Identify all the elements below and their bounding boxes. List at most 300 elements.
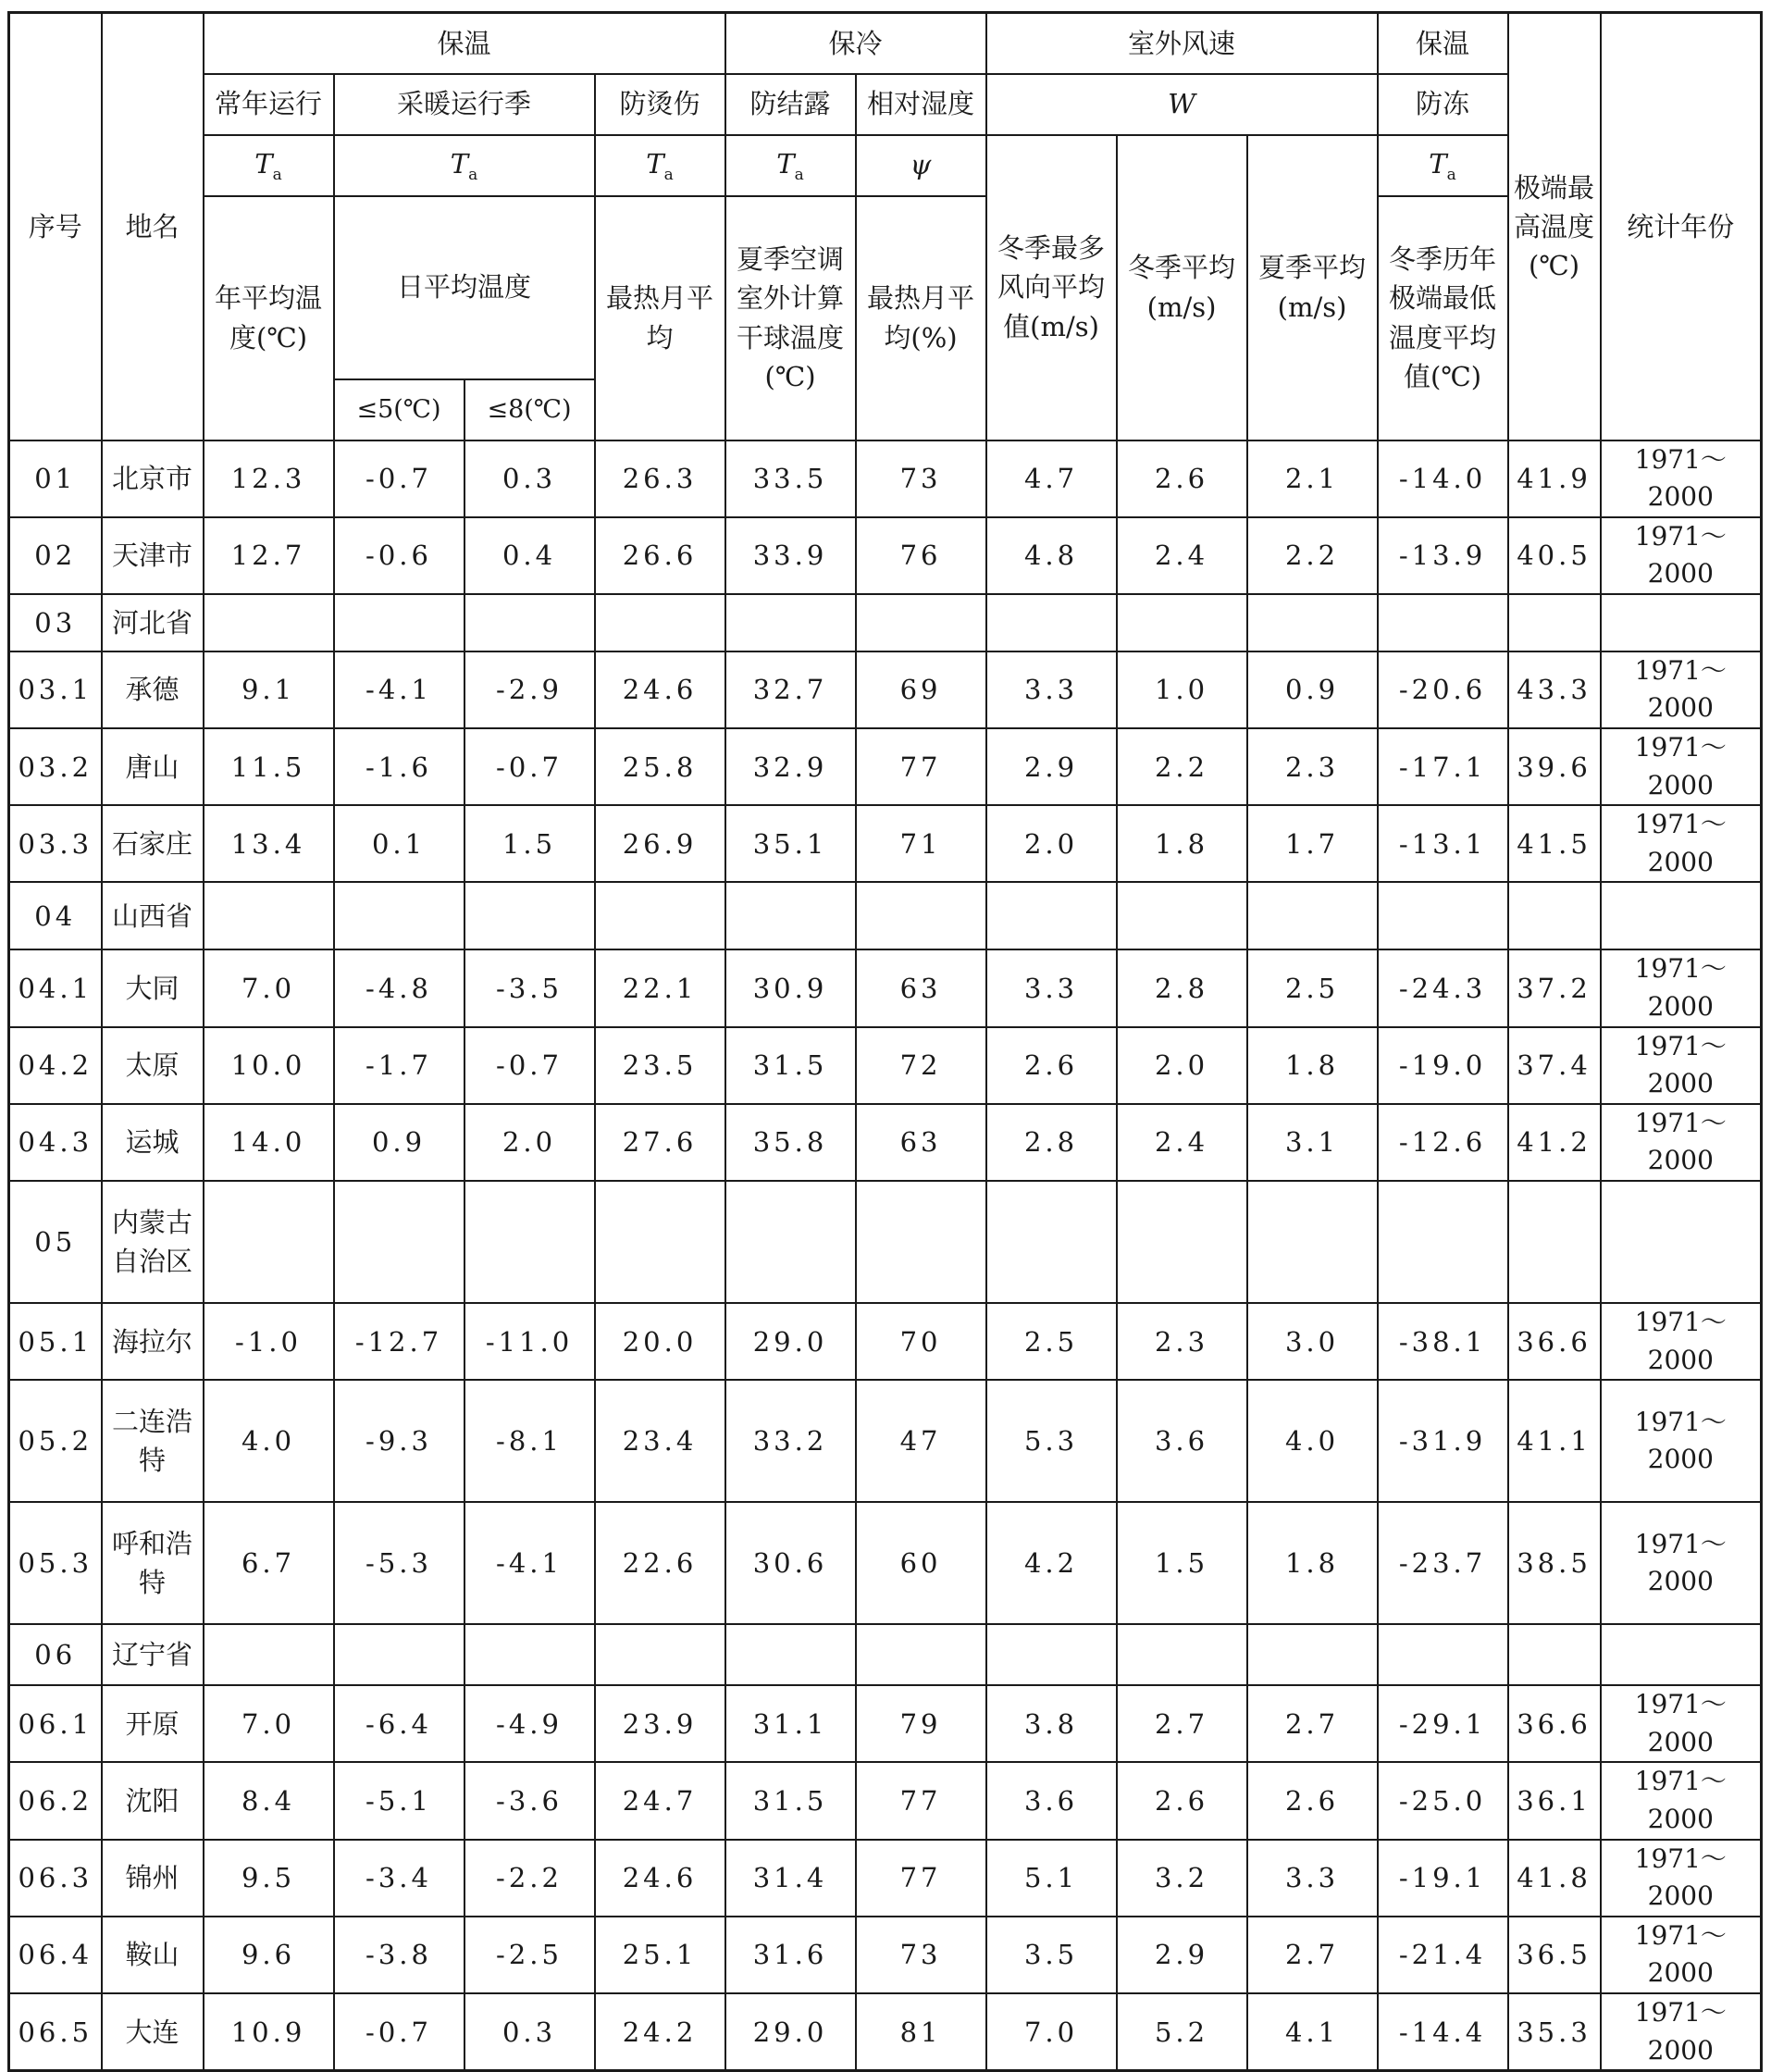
cell-seq: 06.5	[9, 1993, 102, 2071]
cell-wsum: 3.1	[1247, 1104, 1378, 1181]
cell-le8: -2.2	[464, 1840, 595, 1917]
cell-high	[1508, 1181, 1601, 1303]
cell-le5: -3.8	[334, 1917, 464, 1993]
cell-wsum: 2.3	[1247, 728, 1378, 805]
cell-rh: 69	[856, 651, 986, 728]
cell-ac: 35.8	[725, 1104, 856, 1181]
cell-place: 内蒙古自治区	[102, 1181, 204, 1303]
cell-wdir: 5.1	[986, 1840, 1117, 1917]
cell-wdir	[986, 1624, 1117, 1685]
cell-le8: -8.1	[464, 1380, 595, 1502]
cell-rh: 81	[856, 1993, 986, 2071]
cell-le5: -4.1	[334, 651, 464, 728]
cell-wwin	[1117, 594, 1247, 651]
cell-hot: 26.3	[595, 440, 725, 517]
cell-hot: 22.1	[595, 949, 725, 1026]
header-annual-mean: 年平均温度(℃)	[204, 196, 334, 440]
cell-wdir	[986, 882, 1117, 949]
header-hottest-month-mean: 最热月平均	[595, 196, 725, 440]
header-seq: 序号	[9, 13, 102, 440]
cell-rh	[856, 1624, 986, 1685]
table-row	[9, 949, 1762, 1026]
cell-wwin: 2.4	[1117, 1104, 1247, 1181]
cell-low: -21.4	[1378, 1917, 1508, 1993]
cell-wdir: 2.0	[986, 805, 1117, 882]
cell-le8	[464, 594, 595, 651]
cell-wwin: 2.8	[1117, 949, 1247, 1026]
cell-high: 41.9	[1508, 440, 1601, 517]
table-body	[9, 440, 1762, 2071]
cell-hot: 23.5	[595, 1027, 725, 1104]
cell-wsum	[1247, 1624, 1378, 1685]
cell-ac: 31.4	[725, 1840, 856, 1917]
cell-wdir: 4.2	[986, 1502, 1117, 1624]
cell-wdir	[986, 594, 1117, 651]
cell-wsum: 2.7	[1247, 1917, 1378, 1993]
cell-annual: 12.7	[204, 517, 334, 594]
cell-low: -12.6	[1378, 1104, 1508, 1181]
cell-le5: -0.7	[334, 1993, 464, 2071]
cell-seq: 04	[9, 882, 102, 949]
header-heating-season: 采暖运行季	[334, 74, 595, 135]
cell-seq: 05.2	[9, 1380, 102, 1502]
header-group-cooling: 保冷	[725, 13, 986, 74]
cell-le8	[464, 1624, 595, 1685]
cell-annual: 9.1	[204, 651, 334, 728]
ta-symbol-annual: $T_a$	[204, 135, 334, 196]
cell-years: 1971～2000	[1601, 1502, 1762, 1624]
cell-wwin	[1117, 882, 1247, 949]
cell-wwin: 3.6	[1117, 1380, 1247, 1502]
cell-years	[1601, 882, 1762, 949]
cell-years: 1971～2000	[1601, 805, 1762, 882]
cell-place: 太原	[102, 1027, 204, 1104]
cell-wwin: 2.0	[1117, 1027, 1247, 1104]
cell-le5: -3.4	[334, 1840, 464, 1917]
cell-years: 1971～2000	[1601, 1685, 1762, 1762]
cell-low	[1378, 882, 1508, 949]
cell-high: 36.6	[1508, 1303, 1601, 1380]
cell-le8: -3.6	[464, 1762, 595, 1839]
cell-high: 41.1	[1508, 1380, 1601, 1502]
cell-years: 1971～2000	[1601, 1303, 1762, 1380]
header-le5: ≤5(℃)	[334, 379, 464, 440]
header-hottest-month-rh: 最热月平均(%)	[856, 196, 986, 440]
cell-seq: 03.2	[9, 728, 102, 805]
cell-ac: 31.5	[725, 1027, 856, 1104]
cell-seq: 03.1	[9, 651, 102, 728]
cell-le5: -9.3	[334, 1380, 464, 1502]
cell-hot: 27.6	[595, 1104, 725, 1181]
cell-hot: 23.4	[595, 1380, 725, 1502]
cell-wwin	[1117, 1624, 1247, 1685]
cell-le8: 0.4	[464, 517, 595, 594]
cell-seq: 05.1	[9, 1303, 102, 1380]
cell-ac	[725, 1181, 856, 1303]
cell-place: 承德	[102, 651, 204, 728]
cell-wwin: 2.3	[1117, 1303, 1247, 1380]
cell-low	[1378, 594, 1508, 651]
cell-le8: -11.0	[464, 1303, 595, 1380]
cell-ac: 29.0	[725, 1303, 856, 1380]
cell-rh: 79	[856, 1685, 986, 1762]
cell-rh: 72	[856, 1027, 986, 1104]
cell-ac	[725, 1624, 856, 1685]
cell-high	[1508, 882, 1601, 949]
table-row	[9, 440, 1762, 517]
cell-place: 山西省	[102, 882, 204, 949]
header-anti-condense: 防结露	[725, 74, 856, 135]
cell-place: 呼和浩特	[102, 1502, 204, 1624]
cell-low: -19.0	[1378, 1027, 1508, 1104]
cell-seq: 04.1	[9, 949, 102, 1026]
cell-years	[1601, 1624, 1762, 1685]
cell-wdir: 7.0	[986, 1993, 1117, 2071]
cell-wdir: 3.8	[986, 1685, 1117, 1762]
cell-rh: 77	[856, 1840, 986, 1917]
cell-place: 北京市	[102, 440, 204, 517]
cell-ac	[725, 882, 856, 949]
cell-years	[1601, 594, 1762, 651]
cell-place: 石家庄	[102, 805, 204, 882]
cell-hot: 24.6	[595, 651, 725, 728]
cell-place: 大同	[102, 949, 204, 1026]
table-row	[9, 882, 1762, 949]
cell-wdir: 3.3	[986, 651, 1117, 728]
cell-le5: -12.7	[334, 1303, 464, 1380]
cell-place: 二连浩特	[102, 1380, 204, 1502]
cell-wsum: 2.6	[1247, 1762, 1378, 1839]
cell-rh: 77	[856, 1762, 986, 1839]
cell-low: -19.1	[1378, 1840, 1508, 1917]
cell-wwin: 2.7	[1117, 1685, 1247, 1762]
cell-high: 41.5	[1508, 805, 1601, 882]
cell-wwin	[1117, 1181, 1247, 1303]
cell-le8	[464, 882, 595, 949]
cell-hot: 26.6	[595, 517, 725, 594]
cell-ac: 31.5	[725, 1762, 856, 1839]
cell-annual: 9.6	[204, 1917, 334, 1993]
cell-place: 大连	[102, 1993, 204, 2071]
cell-le5: -0.6	[334, 517, 464, 594]
cell-wsum	[1247, 1181, 1378, 1303]
cell-hot	[595, 1181, 725, 1303]
cell-annual: 8.4	[204, 1762, 334, 1839]
ta-symbol-freeze: $T_a$	[1378, 135, 1508, 196]
cell-wdir: 3.3	[986, 949, 1117, 1026]
cell-wsum: 1.8	[1247, 1027, 1378, 1104]
cell-years: 1971～2000	[1601, 1917, 1762, 1993]
cell-seq: 06.1	[9, 1685, 102, 1762]
cell-wsum	[1247, 594, 1378, 651]
cell-low: -25.0	[1378, 1762, 1508, 1839]
cell-high: 38.5	[1508, 1502, 1601, 1624]
cell-seq: 06.3	[9, 1840, 102, 1917]
cell-rh	[856, 882, 986, 949]
ta-symbol-condense: $T_a$	[725, 135, 856, 196]
cell-annual: -1.0	[204, 1303, 334, 1380]
table-row	[9, 651, 1762, 728]
cell-hot: 24.7	[595, 1762, 725, 1839]
cell-rh: 60	[856, 1502, 986, 1624]
cell-high: 41.2	[1508, 1104, 1601, 1181]
cell-hot: 24.6	[595, 1840, 725, 1917]
cell-years: 1971～2000	[1601, 949, 1762, 1026]
cell-wwin: 2.6	[1117, 1762, 1247, 1839]
cell-high: 36.1	[1508, 1762, 1601, 1839]
cell-ac: 30.6	[725, 1502, 856, 1624]
cell-place: 唐山	[102, 728, 204, 805]
cell-high: 39.6	[1508, 728, 1601, 805]
cell-le8: 1.5	[464, 805, 595, 882]
cell-le5: -6.4	[334, 1685, 464, 1762]
table-row	[9, 517, 1762, 594]
cell-annual	[204, 1181, 334, 1303]
cell-low: -29.1	[1378, 1685, 1508, 1762]
cell-rh: 73	[856, 440, 986, 517]
cell-seq: 06.4	[9, 1917, 102, 1993]
cell-wdir: 5.3	[986, 1380, 1117, 1502]
cell-ac: 33.9	[725, 517, 856, 594]
cell-le8: 2.0	[464, 1104, 595, 1181]
cell-le5	[334, 1624, 464, 1685]
cell-ac	[725, 594, 856, 651]
cell-low: -13.1	[1378, 805, 1508, 882]
cell-years: 1971～2000	[1601, 728, 1762, 805]
cell-years: 1971～2000	[1601, 651, 1762, 728]
cell-years: 1971～2000	[1601, 1380, 1762, 1502]
cell-years	[1601, 1181, 1762, 1303]
cell-seq: 05	[9, 1181, 102, 1303]
cell-annual	[204, 1624, 334, 1685]
cell-rh: 71	[856, 805, 986, 882]
cell-wsum: 4.1	[1247, 1993, 1378, 2071]
header-winter-extreme-low: 冬季历年极端最低温度平均值(℃)	[1378, 196, 1508, 440]
header-anti-freeze: 防冻	[1378, 74, 1508, 135]
cell-hot: 25.1	[595, 1917, 725, 1993]
cell-low: -14.4	[1378, 1993, 1508, 2071]
cell-high: 36.5	[1508, 1917, 1601, 1993]
cell-high: 37.2	[1508, 949, 1601, 1026]
cell-wdir: 2.8	[986, 1104, 1117, 1181]
cell-wsum: 2.2	[1247, 517, 1378, 594]
header-summer-ac: 夏季空调室外计算干球温度(℃)	[725, 196, 856, 440]
cell-hot: 25.8	[595, 728, 725, 805]
table-row	[9, 1762, 1762, 1839]
cell-high: 35.3	[1508, 1993, 1601, 2071]
cell-low: -14.0	[1378, 440, 1508, 517]
header-anti-scald: 防烫伤	[595, 74, 725, 135]
header-year-round: 常年运行	[204, 74, 334, 135]
cell-rh: 63	[856, 1104, 986, 1181]
cell-wdir: 2.9	[986, 728, 1117, 805]
cell-le5: -5.3	[334, 1502, 464, 1624]
cell-seq: 02	[9, 517, 102, 594]
cell-low: -31.9	[1378, 1380, 1508, 1502]
cell-place: 天津市	[102, 517, 204, 594]
header-daily-mean: 日平均温度	[334, 196, 595, 379]
cell-le8	[464, 1181, 595, 1303]
cell-high: 37.4	[1508, 1027, 1601, 1104]
table-row	[9, 1303, 1762, 1380]
cell-wdir: 3.6	[986, 1762, 1117, 1839]
cell-years: 1971～2000	[1601, 1104, 1762, 1181]
table-row	[9, 1917, 1762, 1993]
cell-wwin: 1.0	[1117, 651, 1247, 728]
table-row	[9, 728, 1762, 805]
cell-wsum: 3.0	[1247, 1303, 1378, 1380]
cell-low: -13.9	[1378, 517, 1508, 594]
header-winter-mean: 冬季平均(m/s)	[1117, 135, 1247, 440]
cell-low	[1378, 1181, 1508, 1303]
cell-le8: -2.5	[464, 1917, 595, 1993]
cell-wsum: 2.5	[1247, 949, 1378, 1026]
cell-annual: 7.0	[204, 1685, 334, 1762]
cell-wsum: 2.1	[1247, 440, 1378, 517]
header-extreme-high: 极端最高温度(℃)	[1508, 13, 1601, 440]
cell-annual: 4.0	[204, 1380, 334, 1502]
cell-annual: 10.9	[204, 1993, 334, 2071]
header-summer-mean: 夏季平均(m/s)	[1247, 135, 1378, 440]
cell-hot: 23.9	[595, 1685, 725, 1762]
table-row	[9, 1027, 1762, 1104]
cell-wsum: 0.9	[1247, 651, 1378, 728]
cell-hot: 24.2	[595, 1993, 725, 2071]
climate-data-table	[7, 11, 1763, 2072]
cell-seq: 03.3	[9, 805, 102, 882]
cell-ac: 31.1	[725, 1685, 856, 1762]
cell-le5	[334, 882, 464, 949]
cell-annual: 9.5	[204, 1840, 334, 1917]
cell-hot: 26.9	[595, 805, 725, 882]
cell-annual: 11.5	[204, 728, 334, 805]
cell-annual	[204, 882, 334, 949]
cell-wdir	[986, 1181, 1117, 1303]
cell-hot	[595, 882, 725, 949]
cell-annual: 7.0	[204, 949, 334, 1026]
cell-low	[1378, 1624, 1508, 1685]
cell-high: 41.8	[1508, 1840, 1601, 1917]
cell-le8: -3.5	[464, 949, 595, 1026]
cell-wwin: 2.2	[1117, 728, 1247, 805]
header-group-insulation: 保温	[204, 13, 725, 74]
cell-seq: 01	[9, 440, 102, 517]
cell-ac: 30.9	[725, 949, 856, 1026]
cell-ac: 32.7	[725, 651, 856, 728]
cell-wwin: 2.6	[1117, 440, 1247, 517]
cell-ac: 33.5	[725, 440, 856, 517]
header-wind-symbol: W	[986, 74, 1378, 135]
cell-seq: 06.2	[9, 1762, 102, 1839]
cell-years: 1971～2000	[1601, 1027, 1762, 1104]
cell-le5: -1.7	[334, 1027, 464, 1104]
table-row	[9, 1840, 1762, 1917]
cell-le8: -4.9	[464, 1685, 595, 1762]
cell-high: 40.5	[1508, 517, 1601, 594]
cell-wsum: 4.0	[1247, 1380, 1378, 1502]
header-group-insulation-2: 保温	[1378, 13, 1508, 74]
cell-low: -20.6	[1378, 651, 1508, 728]
cell-hot	[595, 1624, 725, 1685]
cell-place: 海拉尔	[102, 1303, 204, 1380]
cell-annual: 13.4	[204, 805, 334, 882]
cell-wwin: 1.8	[1117, 805, 1247, 882]
cell-wwin: 3.2	[1117, 1840, 1247, 1917]
cell-years: 1971～2000	[1601, 1762, 1762, 1839]
cell-high	[1508, 594, 1601, 651]
cell-le8: -4.1	[464, 1502, 595, 1624]
cell-annual: 10.0	[204, 1027, 334, 1104]
table-row	[9, 805, 1762, 882]
cell-ac: 32.9	[725, 728, 856, 805]
cell-annual: 6.7	[204, 1502, 334, 1624]
cell-years: 1971～2000	[1601, 1840, 1762, 1917]
cell-annual: 14.0	[204, 1104, 334, 1181]
cell-place: 运城	[102, 1104, 204, 1181]
cell-le5: 0.1	[334, 805, 464, 882]
cell-rh: 63	[856, 949, 986, 1026]
cell-annual	[204, 594, 334, 651]
cell-hot	[595, 594, 725, 651]
cell-high: 36.6	[1508, 1685, 1601, 1762]
cell-place: 锦州	[102, 1840, 204, 1917]
cell-wwin: 5.2	[1117, 1993, 1247, 2071]
header-rel-humidity: 相对湿度	[856, 74, 986, 135]
cell-le5: 0.9	[334, 1104, 464, 1181]
table-row	[9, 1685, 1762, 1762]
table-row	[9, 1502, 1762, 1624]
cell-wdir: 4.7	[986, 440, 1117, 517]
table-row	[9, 1993, 1762, 2071]
cell-seq: 06	[9, 1624, 102, 1685]
cell-annual: 12.3	[204, 440, 334, 517]
cell-ac: 35.1	[725, 805, 856, 882]
cell-rh	[856, 594, 986, 651]
cell-hot: 20.0	[595, 1303, 725, 1380]
cell-le5: -1.6	[334, 728, 464, 805]
table-row	[9, 594, 1762, 651]
cell-wsum	[1247, 882, 1378, 949]
cell-place: 河北省	[102, 594, 204, 651]
cell-wwin: 1.5	[1117, 1502, 1247, 1624]
cell-wsum: 1.8	[1247, 1502, 1378, 1624]
cell-high: 43.3	[1508, 651, 1601, 728]
header-stat-years: 统计年份	[1601, 13, 1762, 440]
cell-le8: -0.7	[464, 1027, 595, 1104]
cell-rh: 47	[856, 1380, 986, 1502]
cell-rh: 70	[856, 1303, 986, 1380]
table-row	[9, 1104, 1762, 1181]
cell-le8: -2.9	[464, 651, 595, 728]
cell-wdir: 3.5	[986, 1917, 1117, 1993]
cell-low: -38.1	[1378, 1303, 1508, 1380]
cell-place: 沈阳	[102, 1762, 204, 1839]
cell-years: 1971～2000	[1601, 517, 1762, 594]
cell-wsum: 1.7	[1247, 805, 1378, 882]
cell-le5	[334, 1181, 464, 1303]
header-winter-most-dir: 冬季最多风向平均值(m/s)	[986, 135, 1117, 440]
cell-wdir: 2.6	[986, 1027, 1117, 1104]
ta-symbol-scald: $T_a$	[595, 135, 725, 196]
cell-place: 鞍山	[102, 1917, 204, 1993]
psi-symbol: ψ	[856, 135, 986, 196]
cell-low: -17.1	[1378, 728, 1508, 805]
cell-wwin: 2.4	[1117, 517, 1247, 594]
cell-place: 开原	[102, 1685, 204, 1762]
ta-symbol-daily: $T_a$	[334, 135, 595, 196]
header-place: 地名	[102, 13, 204, 440]
cell-wsum: 2.7	[1247, 1685, 1378, 1762]
